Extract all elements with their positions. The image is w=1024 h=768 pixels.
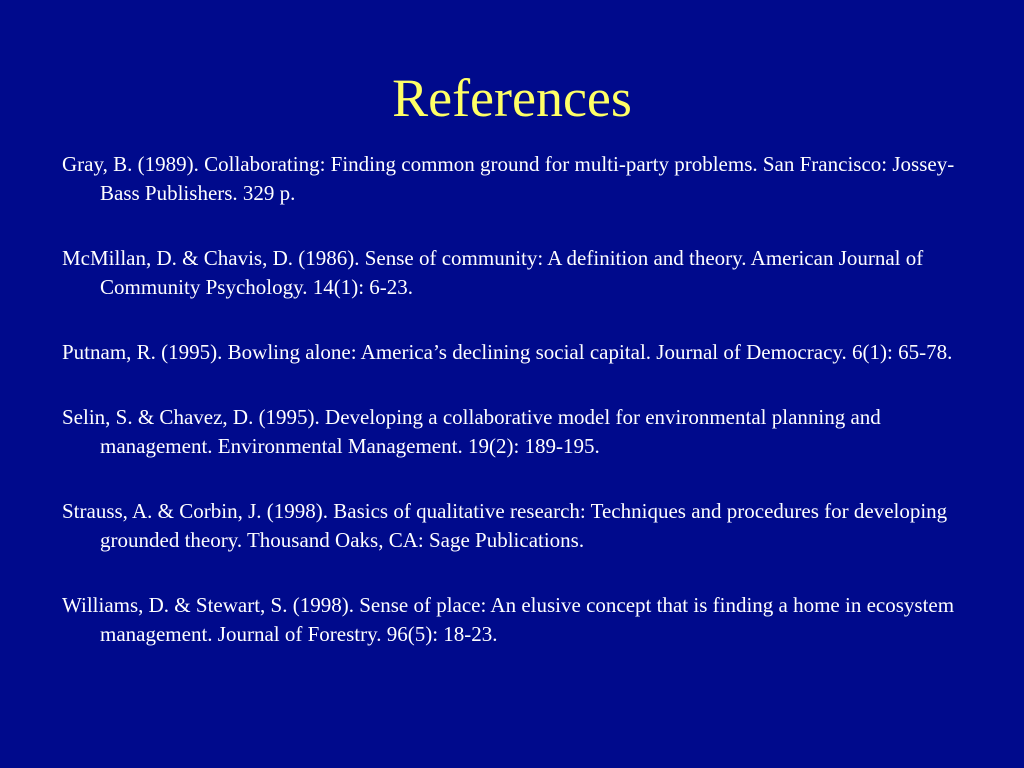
slide-title: References [392,68,632,128]
reference-item: Williams, D. & Stewart, S. (1998). Sense of place: An elusive concept that is finding a home in ecosystem management. Journal of Forestry. 96(5): 18-23. [62,593,955,646]
reference-item: Putnam, R. (1995). Bowling alone: America’s declining social capital. Journal of Democracy. 6(1): 65-78. [62,340,953,364]
reference-list [62,150,982,685]
reference-item: McMillan, D. & Chavis, D. (1986). Sense of community: A definition and theory. American Journal of Community Psychology. 14(1): 6-23. [62,246,924,299]
reference-item: Selin, S. & Chavez, D. (1995). Developing a collaborative model for environmental planning and management. Environmental Management. 19(2): 189-195. [62,405,881,458]
reference-item: Strauss, A. & Corbin, J. (1998). Basics of qualitative research: Techniques and procedures for developing grounded theory. Thousand Oaks, CA: Sage Publications. [62,499,948,552]
reference-item: Gray, B. (1989). Collaborating: Finding common ground for multi-party problems. San Francisco: Jossey-Bass Publishers. 329 p. [62,152,955,205]
